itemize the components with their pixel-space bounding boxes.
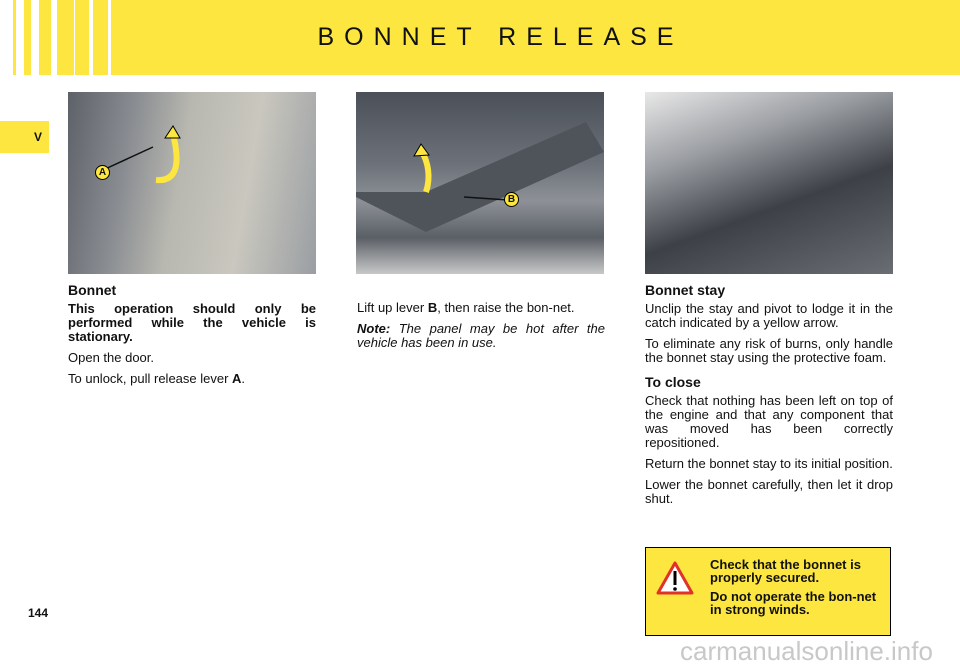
header-stripe — [24, 0, 31, 75]
text: . — [241, 371, 246, 386]
warning-text: Do not operate the bon-net in strong winds. — [710, 589, 877, 617]
warning-box — [645, 547, 891, 636]
lever-arrow-icon — [68, 92, 316, 274]
heading-bonnet-stay: Bonnet stay — [645, 282, 726, 298]
instruction: Open the door. — [68, 350, 155, 365]
photo-engine-bay — [645, 92, 893, 274]
page-number: 144 — [28, 606, 49, 620]
header-stripe — [13, 0, 16, 75]
note — [357, 322, 605, 350]
callout-a: A — [95, 165, 110, 180]
text: , then raise the bon-net. — [437, 300, 575, 315]
section-tab: V — [0, 121, 49, 153]
photo-bonnet-front — [356, 92, 604, 274]
note-text: The panel may be hot after the vehicle has been in use. — [357, 321, 605, 350]
page-title: BONNET RELEASE — [317, 23, 684, 51]
heading-bonnet: Bonnet — [68, 282, 117, 298]
instruction: Return the bonnet stay to its initial position. — [645, 456, 893, 471]
column-bonnet — [68, 283, 316, 393]
warning-text: Check that the bonnet is properly secured. — [710, 557, 861, 585]
header-stripe — [75, 0, 89, 75]
instruction — [68, 372, 316, 386]
header-stripe — [57, 0, 74, 75]
header-bar — [111, 0, 960, 75]
lever-arrow-icon — [356, 92, 604, 274]
callout-b: B — [504, 192, 519, 207]
heading-to-close: To close — [645, 374, 701, 390]
text: Lift up lever — [357, 300, 428, 315]
column-stay — [645, 283, 893, 513]
header-stripe — [93, 0, 108, 75]
text: To unlock, pull release lever — [68, 371, 233, 386]
header-stripe — [39, 0, 51, 75]
photo-release-lever — [68, 92, 316, 274]
lever-label: A — [232, 371, 242, 386]
lever-label: B — [427, 300, 438, 315]
instruction — [357, 301, 605, 315]
safety-note: This operation should only be performed while the vehicle is stationary. — [68, 301, 316, 344]
instruction: Unclip the stay and pivot to lodge it in the catch indicated by a yellow arrow. — [645, 301, 893, 330]
note-label: Note: — [357, 321, 391, 336]
instruction: To eliminate any risk of burns, only handle the bonnet stay using the protective foam. — [645, 336, 893, 365]
warning-triangle-icon — [655, 560, 695, 596]
watermark: carmanualsonline.info — [680, 636, 933, 666]
instruction: Check that nothing has been left on top of the engine and that any component that was moved has been correctly repositioned. — [645, 393, 893, 450]
instruction: Lower the bonnet carefully, then let it drop shut. — [645, 477, 893, 506]
column-lever — [357, 301, 605, 357]
